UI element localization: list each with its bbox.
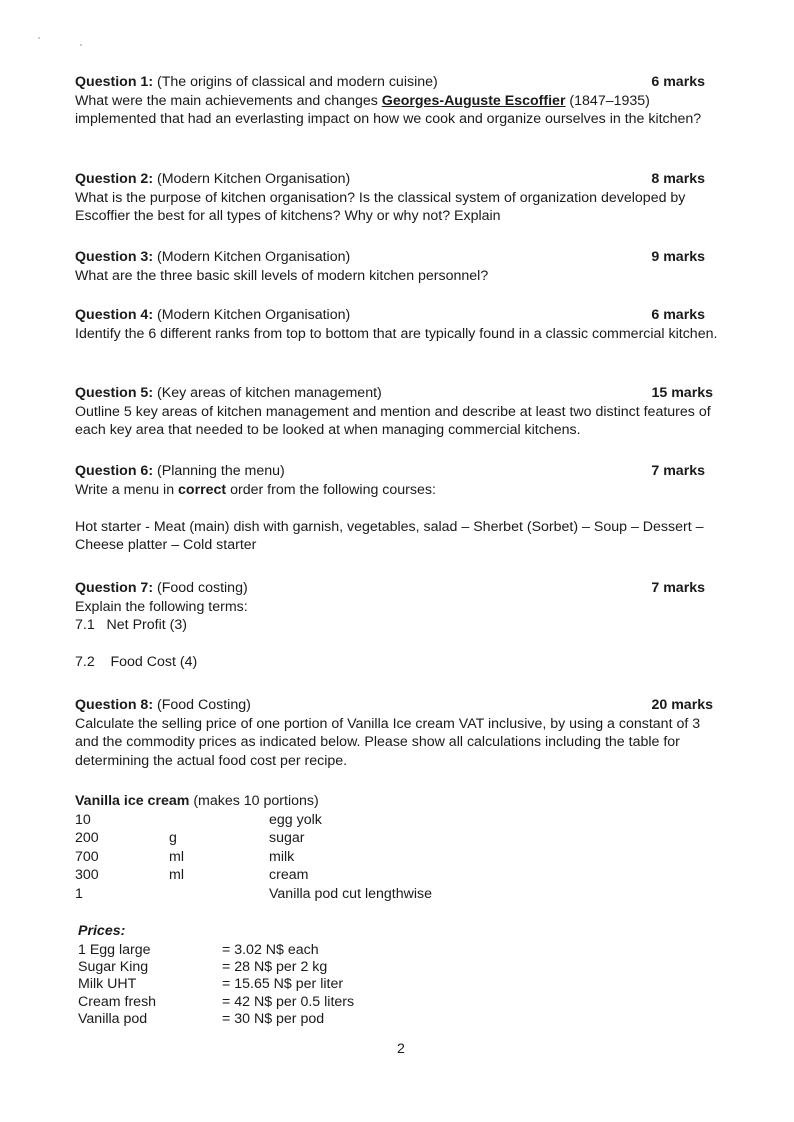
question-label: Question 7: xyxy=(75,580,154,596)
ingredient-qty: 300 xyxy=(75,867,99,884)
question-label: Question 3: xyxy=(75,249,154,265)
ingredient-name: Vanilla pod cut lengthwise xyxy=(269,885,432,902)
scan-speck xyxy=(38,37,40,39)
sub-question-7-1: 7.1 Net Profit (3) xyxy=(75,617,187,634)
recipe-title: Vanilla ice cream (makes 10 portions) xyxy=(75,793,319,809)
question-label: Question 8: xyxy=(75,697,154,713)
ingredient-qty: 200 xyxy=(75,830,99,847)
question-3 xyxy=(75,248,725,285)
price-item-name: Vanilla pod xyxy=(78,1011,148,1028)
ingredient-unit xyxy=(169,811,269,830)
price-item-name: 1 Egg large xyxy=(78,941,151,958)
question-text: Explain the following terms: xyxy=(75,598,248,615)
question-topic: (Food Costing) xyxy=(157,697,251,713)
question-topic: (Planning the menu) xyxy=(157,463,285,479)
question-text: What is the purpose of kitchen organisation? Is the classical system of organization developed by Escoffier the best for all types of kitchens? Why or why not? Explain xyxy=(75,189,686,225)
price-value: = 15.65 N$ per liter xyxy=(222,976,344,993)
price-value: = 28 N$ per 2 kg xyxy=(222,958,328,975)
question-5 xyxy=(75,384,725,440)
price-value: = 30 N$ per pod xyxy=(222,1011,325,1028)
question-topic: (The origins of classical and modern cuisine) xyxy=(157,74,438,90)
prices-block xyxy=(78,922,728,1028)
recipe-block xyxy=(75,792,725,904)
question-topic: (Key areas of kitchen management) xyxy=(157,385,382,401)
question-text: Outline 5 key areas of kitchen management and mention and describe at least two distinct features of each key area that needed to be looked at when managing commercial kitchens. xyxy=(75,403,711,439)
ingredient-unit: g xyxy=(169,830,177,847)
escoffier-name: Georges-Auguste Escoffier xyxy=(381,92,566,109)
question-marks: 7 marks xyxy=(651,580,705,596)
question-text: What were the main achievements and changes Georges-Auguste Escoffier (1847–1935) implemented that had an everlasting impact on how we cook and organize ourselves in the kitchen? xyxy=(75,92,702,128)
question-2 xyxy=(75,170,725,226)
question-8 xyxy=(75,696,725,770)
ingredient-row xyxy=(75,829,725,848)
question-marks: 15 marks xyxy=(651,385,713,401)
course-list: Hot starter - Meat (main) dish with garnish, vegetables, salad – Sherbet (Sorbet) – Soup – Dessert – Cheese platter – Cold starter xyxy=(75,518,704,554)
question-label: Question 1: xyxy=(75,74,154,90)
question-label: Question 5: xyxy=(75,385,154,401)
question-text: Calculate the selling price of one portion of Vanilla Ice cream VAT inclusive, by using a constant of 3 and the commodity prices as indicated below. Please show all calculations including the table for determining the actual food cost per recipe. xyxy=(75,715,701,769)
ingredient-name: egg yolk xyxy=(269,811,322,828)
price-row xyxy=(78,993,728,1010)
price-value: = 3.02 N$ each xyxy=(222,941,319,958)
question-marks: 7 marks xyxy=(651,463,705,479)
ingredient-name: milk xyxy=(269,848,295,865)
ingredient-row xyxy=(75,885,725,904)
question-label: Question 4: xyxy=(75,307,154,323)
question-1 xyxy=(75,73,725,129)
question-text: What are the three basic skill levels of modern kitchen personnel? xyxy=(75,267,489,284)
emphasis-correct: correct xyxy=(178,481,227,498)
price-row xyxy=(78,958,728,975)
question-topic: (Modern Kitchen Organisation) xyxy=(157,307,351,323)
question-marks: 8 marks xyxy=(651,171,705,187)
question-label: Question 2: xyxy=(75,171,154,187)
question-4 xyxy=(75,306,725,343)
question-marks: 6 marks xyxy=(651,307,705,323)
price-row xyxy=(78,941,728,958)
price-item-name: Sugar King xyxy=(78,958,149,975)
ingredient-unit xyxy=(169,885,269,904)
question-topic: (Modern Kitchen Organisation) xyxy=(157,171,351,187)
ingredient-unit: ml xyxy=(169,867,184,884)
ingredient-name: cream xyxy=(269,867,309,884)
ingredient-list xyxy=(75,811,725,904)
sub-question-7-2: 7.2 Food Cost (4) xyxy=(75,654,198,671)
price-row xyxy=(78,1010,728,1027)
ingredient-qty: 700 xyxy=(75,848,99,865)
ingredient-unit: ml xyxy=(169,848,184,865)
question-text: Write a menu in correct order from the following courses: xyxy=(75,481,436,498)
ingredient-row xyxy=(75,811,725,830)
price-item-name: Cream fresh xyxy=(78,993,157,1010)
scan-speck xyxy=(80,44,82,46)
question-6 xyxy=(75,462,725,555)
prices-title: Prices: xyxy=(78,923,126,939)
question-topic: (Modern Kitchen Organisation) xyxy=(157,249,351,265)
price-row xyxy=(78,975,728,992)
page-number: 2 xyxy=(397,1041,405,1057)
question-topic: (Food costing) xyxy=(157,580,248,596)
question-text: Identify the 6 different ranks from top to bottom that are typically found in a classic commercial kitchen. xyxy=(75,325,718,342)
ingredient-qty: 10 xyxy=(75,811,91,828)
ingredient-qty: 1 xyxy=(75,885,83,902)
ingredient-row xyxy=(75,848,725,867)
question-7 xyxy=(75,579,725,672)
question-marks: 9 marks xyxy=(651,249,705,265)
ingredient-row xyxy=(75,866,725,885)
question-marks: 6 marks xyxy=(651,74,705,90)
ingredient-name: sugar xyxy=(269,830,305,847)
price-item-name: Milk UHT xyxy=(78,976,137,993)
price-list xyxy=(78,941,728,1028)
question-marks: 20 marks xyxy=(651,697,713,713)
question-label: Question 6: xyxy=(75,463,154,479)
price-value: = 42 N$ per 0.5 liters xyxy=(222,993,355,1010)
